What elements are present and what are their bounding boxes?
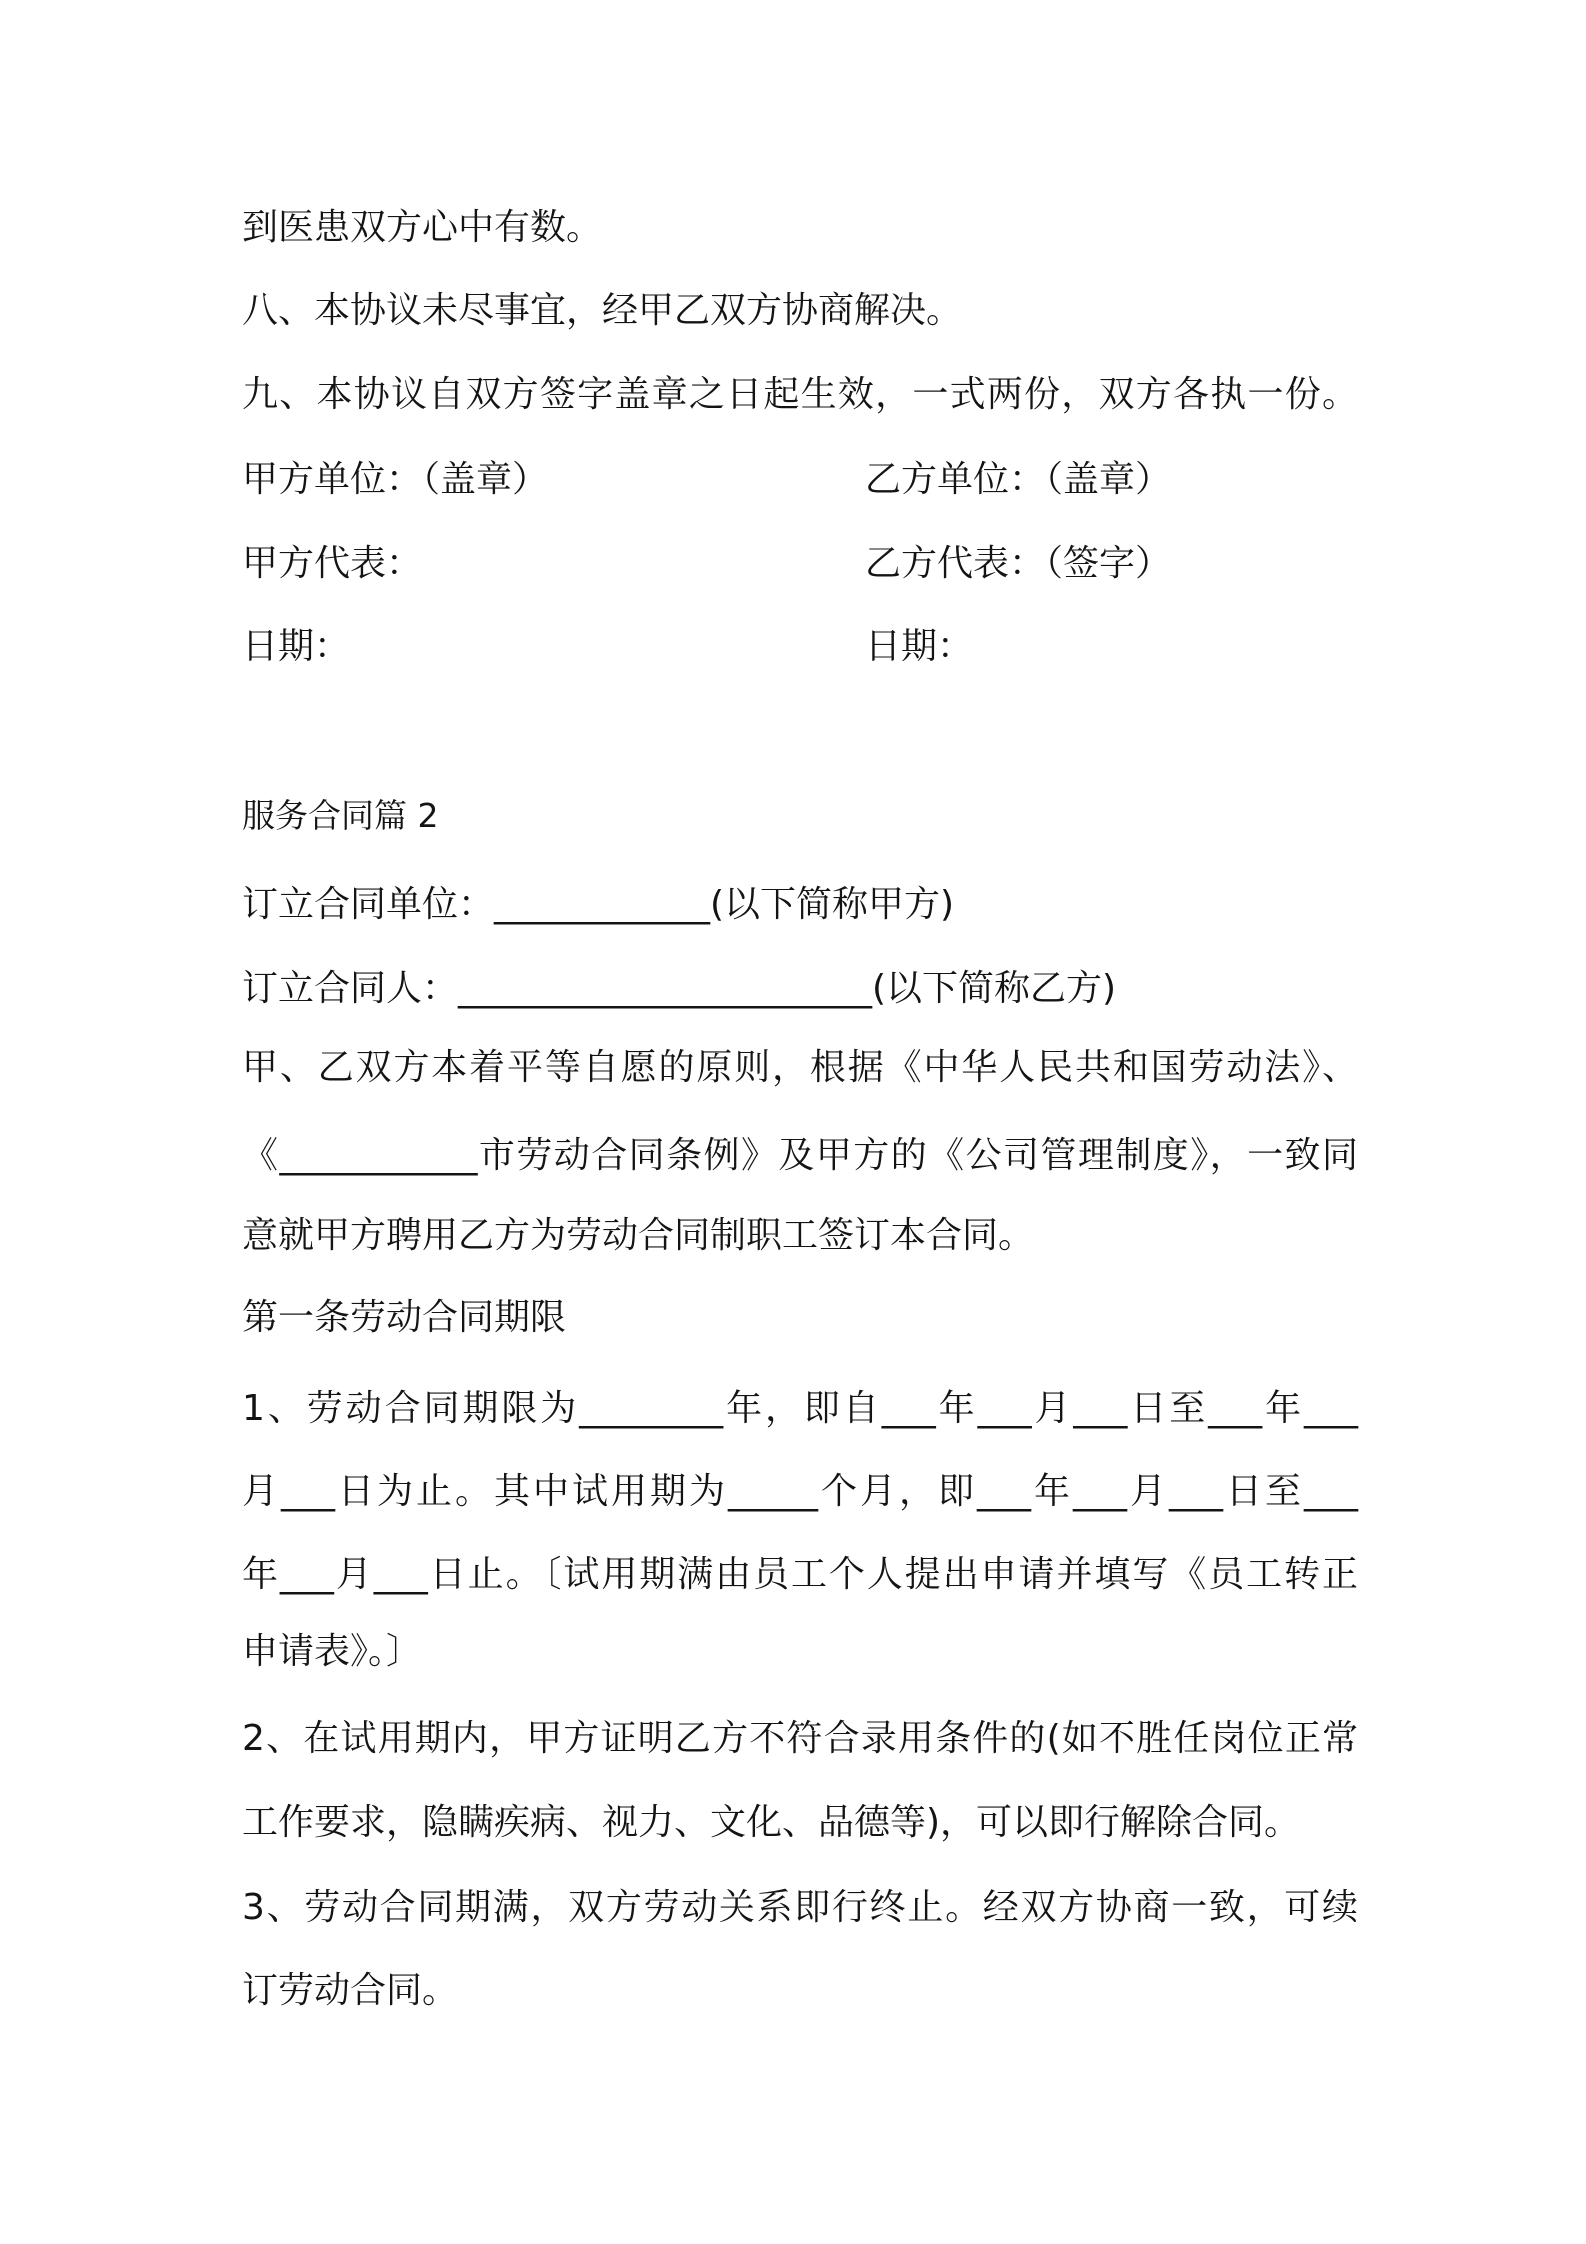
clause-2-line: 2、在试用期内，甲方证明乙方不符合录用条件的(如不胜任岗位正常 xyxy=(242,1718,1358,1759)
party-b-representative-label: 乙方代表：（签字） xyxy=(865,543,1172,584)
party-b-date-label: 日期： xyxy=(865,626,974,667)
party-a-unit-label: 甲方单位：（盖章） xyxy=(242,459,549,500)
clause-8: 八、本协议未尽事宜，经甲乙双方协商解决。 xyxy=(242,290,963,331)
preamble-line: 意就甲方聘用乙方为劳动合同制职工签订本合同。 xyxy=(242,1215,1035,1256)
party-a-representative-label: 甲方代表： xyxy=(242,543,423,584)
paragraph-line: 到医患双方心中有数。 xyxy=(242,207,603,248)
section-title: 服务合同篇 2 xyxy=(242,796,439,835)
preamble-line: 《___________市劳动合同条例》及甲方的《公司管理制度》，一致同 xyxy=(242,1135,1358,1176)
clause-1-line: 年___月___日止。〔试用期满由员工个人提出申请并填写《员工转正 xyxy=(242,1554,1358,1595)
article-1-heading: 第一条劳动合同期限 xyxy=(242,1297,567,1338)
clause-9: 九、本协议自双方签字盖章之日起生效，一式两份，双方各执一份。 xyxy=(242,374,1358,415)
clause-1-line: 1、劳动合同期限为________年，即自___年___月___日至___年___ xyxy=(242,1388,1358,1429)
party-b-unit-label: 乙方单位：（盖章） xyxy=(865,459,1172,500)
clause-3-line: 3、劳动合同期满，双方劳动关系即行终止。经双方协商一致，可续 xyxy=(242,1887,1358,1928)
employer-line: 订立合同单位：____________(以下简称甲方) xyxy=(242,884,955,925)
party-a-date-label: 日期： xyxy=(242,626,351,667)
clause-1-line: 月___日为止。其中试用期为_____个月，即___年___月___日至___ xyxy=(242,1471,1358,1512)
clause-1-line: 申请表》。〕 xyxy=(242,1631,423,1672)
preamble-line: 甲、乙双方本着平等自愿的原则，根据《中华人民共和国劳动法》、 xyxy=(242,1047,1358,1088)
employee-line: 订立合同人：_______________________(以下简称乙方) xyxy=(242,968,1117,1009)
clause-2-line: 工作要求，隐瞒疾病、视力、文化、品德等)，可以即行解除合同。 xyxy=(242,1802,1301,1843)
clause-3-line: 订劳动合同。 xyxy=(242,1970,459,2011)
